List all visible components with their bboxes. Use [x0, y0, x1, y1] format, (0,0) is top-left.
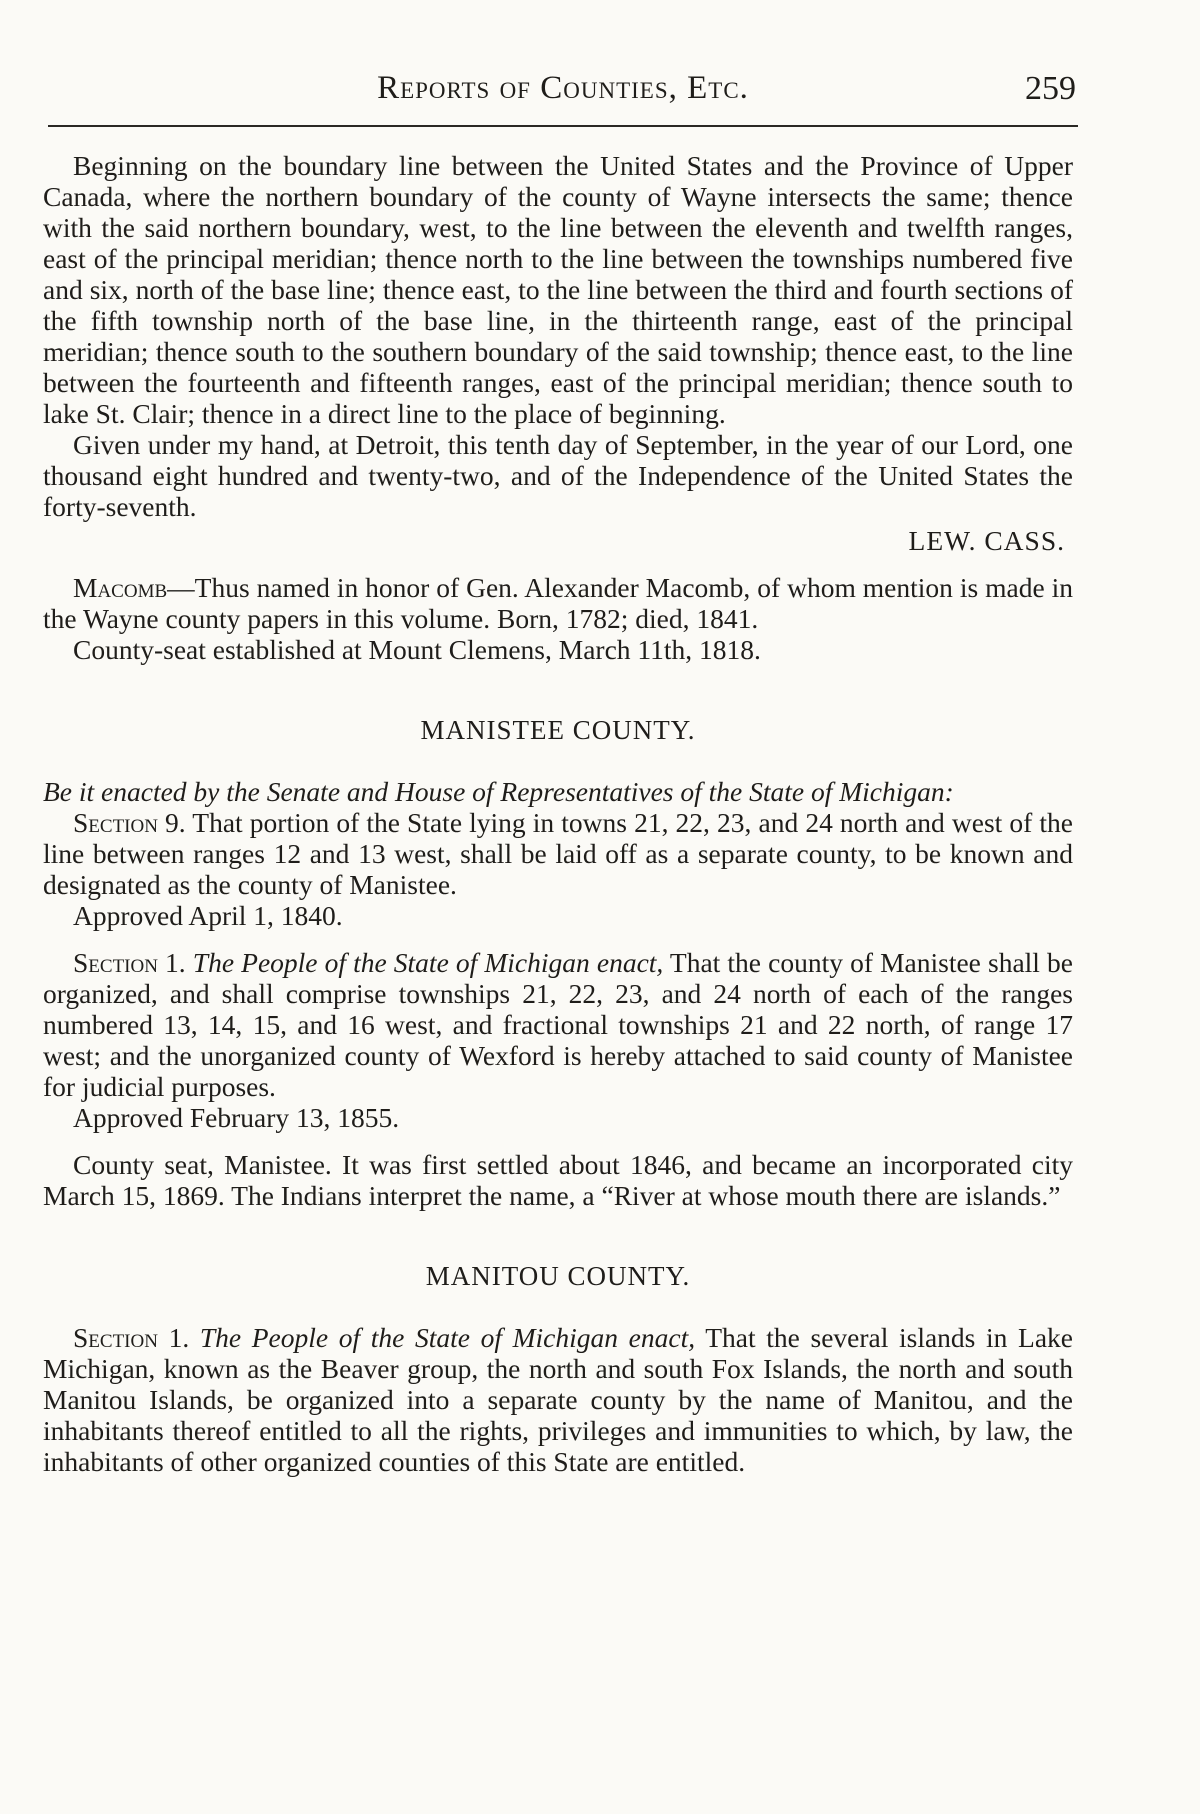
given-under-hand-paragraph: Given under my hand, at Detroit, this tenth day of September, in the year of our Lord, one thousand eight hundred and twenty-two, and of the Independence of the United States the forty-seventh.: [43, 429, 1073, 522]
spacer: [43, 1133, 1073, 1149]
section-label: Section 9.: [73, 807, 186, 838]
page-body: [43, 150, 1073, 1477]
manitou-section-1: [43, 1322, 1073, 1477]
manistee-enacting-clause: Be it enacted by the Senate and House of Representatives of the State of Michigan:: [43, 776, 954, 807]
manistee-section-1: [43, 947, 1073, 1102]
manistee-heading: MANISTEE COUNTY.: [420, 715, 696, 745]
section-text: That the county of Manistee shall be organized, and shall comprise townships 21, 22, 23, and 24 north of each of the ranges numbered 13, 14, 15, and 16 west, and fractional townships 21 and 22 north, of range 17 west; and the unorganized county of Wexford is hereby attached to said county of Manistee for judicial purposes.: [43, 947, 1073, 1102]
signature: LEW. CASS.: [908, 525, 1065, 556]
spacer: [43, 556, 1073, 572]
section-text: That portion of the State lying in towns 21, 22, 23, and 24 north and west of the line between ranges 12 and 13 west, shall be laid off as a separate county, to be known and designated as the county of Manistee.: [43, 807, 1073, 900]
macomb-text: —Thus named in honor of Gen. Alexander Macomb, of whom mention is made in the Wayne county papers in this volume. Born, 1782; died, 1841.: [43, 572, 1073, 634]
macomb-paragraph: [43, 572, 1073, 634]
spacer: [43, 931, 1073, 947]
spacer: [43, 1292, 1073, 1322]
page-header: [48, 70, 1078, 110]
spacer: [43, 665, 1073, 715]
enacting-phrase: The People of the State of Michigan enact,: [185, 947, 664, 978]
macomb-name: Macomb: [73, 572, 168, 603]
spacer: [43, 746, 1073, 776]
running-title: Reports of Counties, Etc.: [377, 70, 749, 106]
manistee-section-9: [43, 807, 1073, 900]
manistee-approved-1855: Approved February 13, 1855.: [73, 1102, 400, 1133]
manistee-county-seat: County seat, Manistee. It was first settled about 1846, and became an incorporated city March 15, 1869. The Indians interpret the name, a “River at whose mouth there are islands.”: [43, 1149, 1073, 1211]
section-label: Section 1.: [73, 1322, 190, 1353]
macomb-county-seat: County-seat established at Mount Clemens, March 11th, 1818.: [73, 634, 761, 665]
enacting-phrase: The People of the State of Michigan enact,: [189, 1322, 696, 1353]
manistee-approved-1840: Approved April 1, 1840.: [73, 900, 343, 931]
section-label: Section 1.: [73, 947, 186, 978]
header-rule: [48, 125, 1078, 127]
page-number: 259: [1025, 70, 1076, 107]
manitou-heading: MANITOU COUNTY.: [425, 1261, 691, 1291]
spacer: [43, 1211, 1073, 1261]
wayne-boundary-paragraph: Beginning on the boundary line between the United States and the Province of Upper Canada, where the northern boundary of the county of Wayne intersects the same; thence with the said northern boundary, west, to the line between the eleventh and twelfth ranges, east of the principal meridian; thence north to the line between the townships numbered five and six, north of the base line; thence east, to the line between the third and fourth sections of the fifth township north of the base line, in the thirteenth range, east of the principal meridian; thence south to the southern boundary of the said township; thence east, to the line between the fourteenth and fifteenth ranges, east of the principal meridian; thence south to lake St. Clair; thence in a direct line to the place of beginning.: [43, 150, 1073, 429]
section-text: That the several islands in Lake Michigan, known as the Beaver group, the north and south Fox Islands, the north and south Manitou Islands, be organized into a separate county by the name of Manitou, and the inhabitants thereof entitled to all the rights, privileges and immunities to which, by law, the inhabitants of other organized counties of this State are entitled.: [43, 1322, 1074, 1477]
